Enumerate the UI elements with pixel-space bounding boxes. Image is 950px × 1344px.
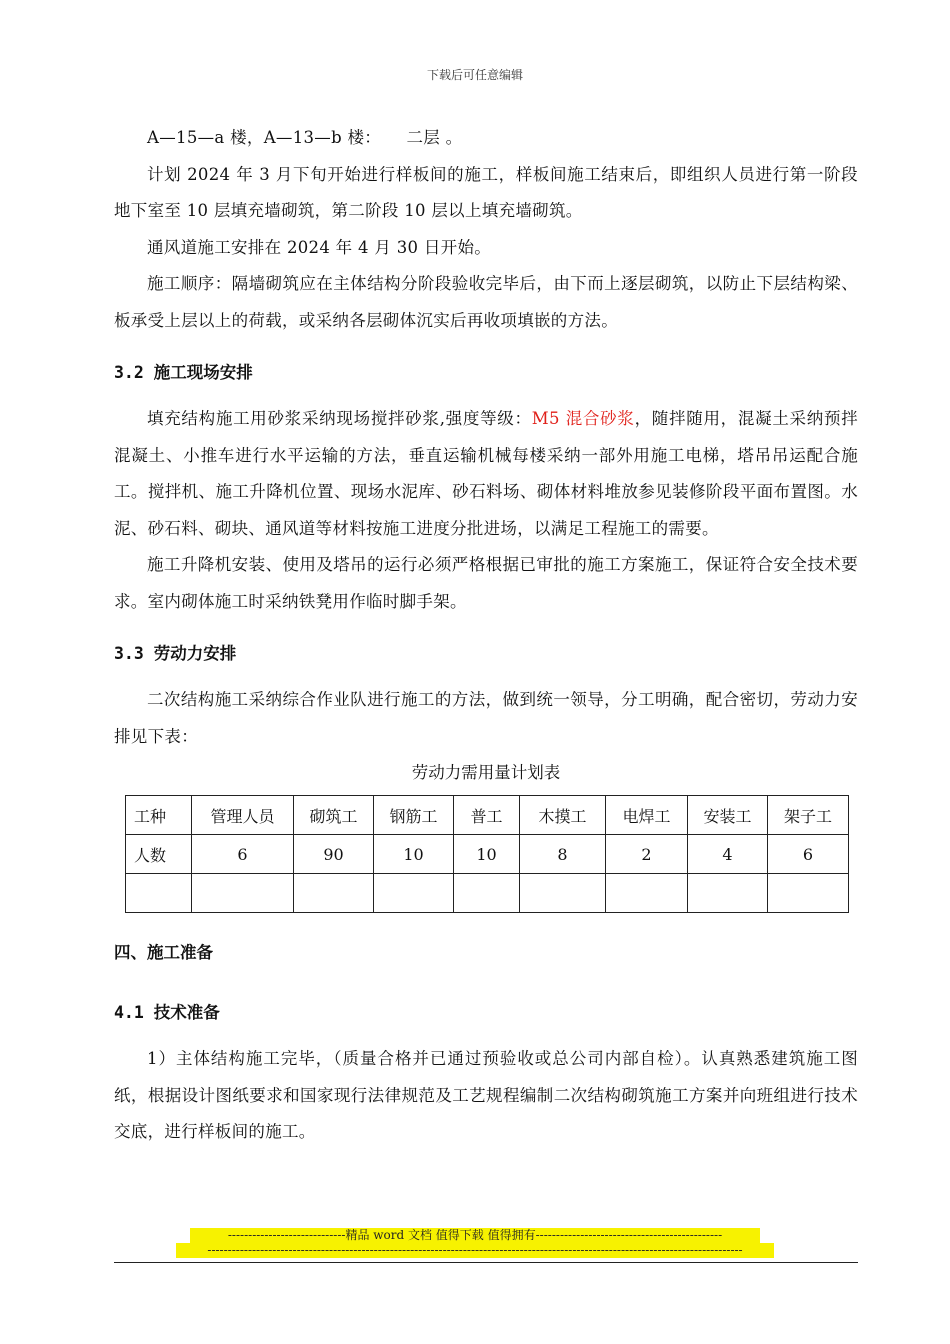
paragraph-ventilation: 通风道施工安排在 2024 年 4 月 30 日开始。 — [147, 237, 492, 257]
table-header-row — [126, 796, 849, 835]
section-4-heading: 四、施工准备 — [114, 943, 213, 962]
table-header-cell: 架子工 — [768, 796, 849, 835]
paragraph-sequence: 施工顺序：隔墙砌筑应在主体结构分阶段验收完毕后，由下而上逐层砌筑，以防止下层结构梁、板承受上层以上的荷载，或采纳各层砌体沉实后再收项填嵌的方法。 — [114, 274, 858, 330]
table-cell — [454, 874, 520, 913]
table-cell — [520, 874, 606, 913]
table-header-cell: 钢筋工 — [374, 796, 454, 835]
labor-table — [125, 795, 849, 913]
mortar-grade-highlight: M5 混合砂浆 — [531, 409, 635, 428]
table-row — [126, 874, 849, 913]
table-cell — [126, 874, 192, 913]
table-row — [126, 835, 849, 874]
table-cell: 人数 — [126, 835, 192, 874]
mortar-text-after: ，随拌随用，混凝土采纳预拌混凝土、小推车进行水平运输的方法，垂直运输机械每楼采纳一部外用施工电梯，塔吊吊运配合施工。搅拌机、施工升降机位置、现场水泥库、砂石料场、砌体材料堆放参见装修阶段平面布置图。水泥、砂石料、砌块、通风道等材料按施工进度分批进场，以满足工程施工的需要。 — [114, 409, 858, 538]
table-caption: 劳动力需用量计划表 — [411, 763, 561, 782]
table-cell: 6 — [192, 835, 294, 874]
table-cell — [606, 874, 688, 913]
table-header-cell: 管理人员 — [192, 796, 294, 835]
table-cell — [294, 874, 374, 913]
table-header-cell: 砌筑工 — [294, 796, 374, 835]
table-cell: 90 — [294, 835, 374, 874]
footer-banner — [0, 1228, 950, 1258]
section-3-2-heading: 3.2 施工现场安排 — [114, 363, 253, 382]
paragraph-tech-prep: 1）主体结构施工完毕，（质量合格并已通过预验收或总公司内部自检）。认真熟悉建筑施工图纸，根据设计图纸要求和国家现行法律规范及工艺规程编制二次结构砌筑施工方案并向班组进行技术交底，进行样板间的施工。 — [114, 1049, 858, 1141]
table-cell — [192, 874, 294, 913]
table-header-cell: 电焊工 — [606, 796, 688, 835]
table-header-cell: 普工 — [454, 796, 520, 835]
paragraph-schedule: 计划 2024 年 3 月下旬开始进行样板间的施工，样板间施工结束后，即组织人员进行第一阶段地下室至 10 层填充墙砌筑，第二阶段 10 层以上填充墙砌筑。 — [114, 164, 858, 220]
table-cell — [688, 874, 768, 913]
paragraph-site-arrangement — [114, 401, 858, 547]
section-3-3-heading: 3.3 劳动力安排 — [114, 644, 237, 663]
table-cell: 6 — [768, 835, 849, 874]
table-cell — [768, 874, 849, 913]
section-4-1-heading: 4.1 技术准备 — [114, 1003, 220, 1022]
footer-divider — [114, 1262, 858, 1263]
paragraph-floors: A—15—a 楼，A—13—b 楼： 二层 。 — [147, 128, 463, 147]
paragraph-hoist-safety: 施工升降机安装、使用及塔吊的运行必须严格根据已审批的施工方案施工，保证符合安全技术要求。室内砌体施工时采纳铁凳用作临时脚手架。 — [114, 555, 858, 611]
page-header: 下载后可任意编辑 — [426, 68, 523, 82]
table-cell — [374, 874, 454, 913]
paragraph-labor: 二次结构施工采纳综合作业队进行施工的方法，做到统一领导，分工明确，配合密切，劳动力安排见下表： — [114, 690, 858, 746]
footer-line-2: ------------------------------------------------------------------------------------------------------------------------------------ — [176, 1243, 774, 1258]
mortar-text-before: 填充结构施工用砂浆采纳现场搅拌砂浆,强度等级： — [147, 409, 532, 428]
footer-line-1: -----------------------------精品 word 文档 值得下载 值得拥有---------------------------------------------- — [190, 1228, 760, 1243]
document-body — [114, 120, 858, 1151]
table-cell: 2 — [606, 835, 688, 874]
table-header-cell: 安装工 — [688, 796, 768, 835]
table-header-cell: 木摸工 — [520, 796, 606, 835]
table-cell: 8 — [520, 835, 606, 874]
table-header-cell: 工种 — [126, 796, 192, 835]
table-cell: 10 — [454, 835, 520, 874]
table-cell: 10 — [374, 835, 454, 874]
table-cell: 4 — [688, 835, 768, 874]
